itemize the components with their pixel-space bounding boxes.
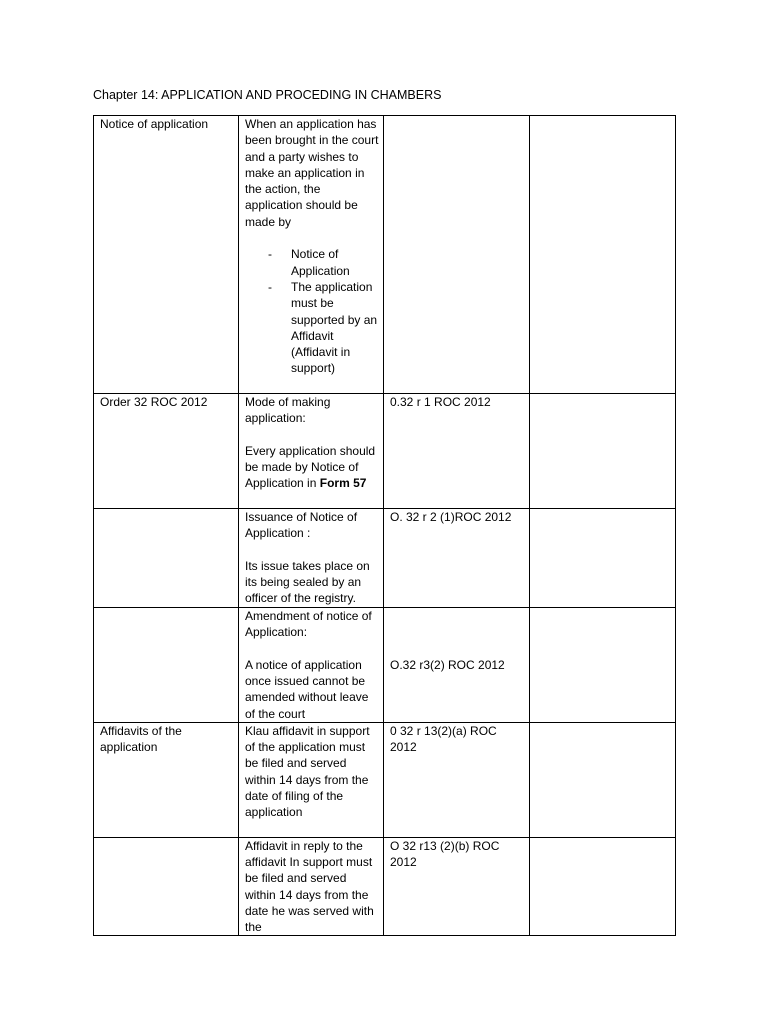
description-heading: Amendment of notice of Application: [245, 608, 372, 640]
table-row [94, 607, 676, 722]
topic-cell [94, 837, 239, 935]
dash-list [245, 246, 379, 376]
description-cell [239, 509, 384, 608]
description-heading: Mode of making application: [245, 395, 331, 426]
reference-cell: O. 32 r 2 (1)ROC 2012 [384, 509, 530, 608]
description-cell [239, 607, 384, 722]
notes-cell [530, 394, 676, 509]
description-text: When an application has been brought in the court and a party wishes to make an application in the action, the application should be made by [245, 117, 379, 229]
description-text: Affidavit in reply to the affidavit In support must be filed and served within 14 days from the date he was served with the [245, 838, 374, 935]
notes-cell [530, 116, 676, 394]
table-row [94, 837, 676, 935]
description-text: Every application should be made by Notice of Application in Form 57 [245, 443, 376, 491]
notes-cell [530, 509, 676, 608]
reference-cell: 0 32 r 13(2)(a) ROC 2012 [384, 722, 530, 837]
reference-cell [384, 116, 530, 394]
description-cell [239, 394, 384, 509]
notes-cell [530, 607, 676, 722]
description-cell [239, 116, 384, 394]
table-row [94, 509, 676, 608]
form-reference: Form 57 [319, 476, 367, 491]
table-row [94, 116, 676, 394]
description-text: Its issue takes place on its being sealed by an officer of the registry. [245, 558, 370, 606]
notes-cell [530, 837, 676, 935]
notes-cell [530, 722, 676, 837]
reference-cell: 0.32 r 1 ROC 2012 [384, 394, 530, 509]
topic-cell: Notice of application [94, 116, 239, 394]
topic-cell [94, 607, 239, 722]
list-item: - Notice of Application [291, 246, 379, 279]
notes-table [93, 115, 676, 936]
table-row [94, 722, 676, 837]
topic-cell: Order 32 ROC 2012 [94, 394, 239, 509]
description-cell [239, 837, 384, 935]
topic-cell: Affidavits of the application [94, 722, 239, 837]
description-cell: Klau affidavit in support of the application must be filed and served within 14 days from the date of filing of the application [239, 722, 384, 837]
reference-cell: O 32 r13 (2)(b) ROC 2012 [384, 837, 530, 935]
topic-cell [94, 509, 239, 608]
list-item: - The application must be supported by an Affidavit (Affidavit in support) [291, 279, 379, 377]
description-heading: Issuance of Notice of Application : [245, 510, 358, 541]
reference-cell: O.32 r3(2) ROC 2012 [384, 607, 530, 722]
page-title: Chapter 14: APPLICATION AND PROCEDING IN CHAMBERS [93, 88, 442, 102]
table-row [94, 394, 676, 509]
description-text: A notice of application once issued cannot be amended without leave of the court [245, 657, 369, 721]
